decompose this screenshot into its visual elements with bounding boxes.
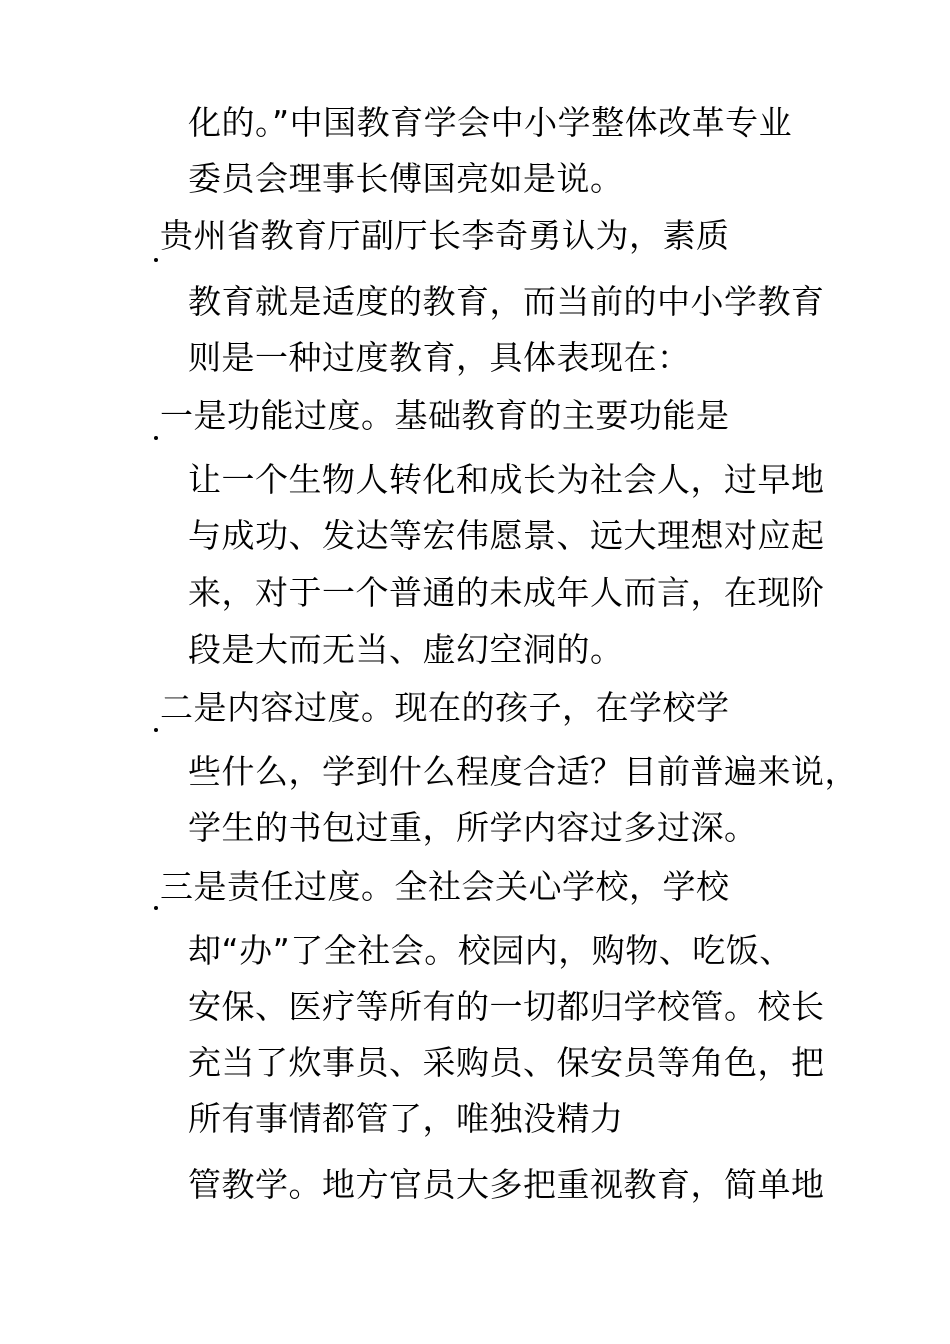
- text-line: 让一个生物人转化和成长为社会人，过早地: [188, 460, 825, 499]
- paragraph-heading: 二是内容过度。现在的孩子，在学校学: [160, 688, 730, 727]
- paragraph-heading: 三是责任过度。全社会关心学校，学校: [160, 867, 730, 906]
- bullet-dot-icon: [154, 728, 158, 732]
- text-line: 些什么，学到什么程度合适？目前普遍来说，: [188, 752, 858, 791]
- text-line: 段是大而无当、虚幻空洞的。: [188, 630, 624, 669]
- bullet-dot-icon: [154, 906, 158, 910]
- paragraph-heading: 一是功能过度。基础教育的主要功能是: [160, 396, 730, 435]
- text-line: 所有事情都管了，唯独没精力: [188, 1099, 624, 1138]
- text-line: 管教学。地方官员大多把重视教育，简单地: [188, 1165, 825, 1204]
- bullet-dot-icon: [154, 436, 158, 440]
- text-line: 与成功、发达等宏伟愿景、远大理想对应起: [188, 516, 825, 555]
- text-line: 安保、医疗等所有的一切都归学校管。校长: [188, 987, 825, 1026]
- bullet-dot-icon: [154, 258, 158, 262]
- text-line: 则是一种过度教育，具体表现在：: [188, 338, 691, 377]
- text-line: 化的。”中国教育学会中小学整体改革专业: [188, 103, 793, 142]
- paragraph-heading: 贵州省教育厅副厅长李奇勇认为，素质: [160, 216, 730, 255]
- text-line: 教育就是适度的教育，而当前的中小学教育: [188, 282, 825, 321]
- text-line: 却“办”了全社会。校园内，购物、吃饭、: [188, 931, 793, 970]
- text-line: 学生的书包过重，所学内容过多过深。: [188, 808, 758, 847]
- text-line: 来，对于一个普通的未成年人而言，在现阶: [188, 573, 825, 612]
- text-line: 充当了炊事员、采购员、保安员等角色，把: [188, 1043, 825, 1082]
- text-line: 委员会理事长傅国亮如是说。: [188, 159, 624, 198]
